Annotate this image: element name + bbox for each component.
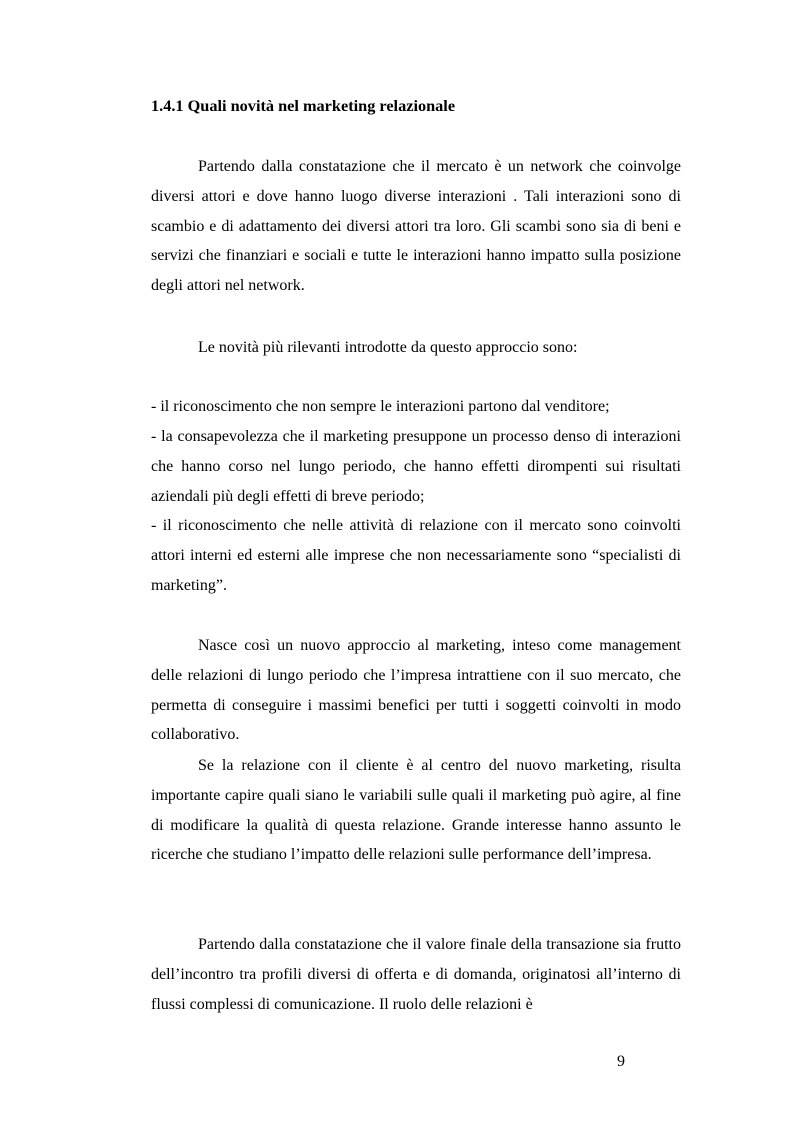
- section-heading: 1.4.1 Quali novità nel marketing relazionale: [151, 96, 456, 115]
- paragraph-3: Nasce così un nuovo approccio al marketing, inteso come management delle relazioni di lungo periodo che l’impresa intrattiene con il suo mercato, che permetta di conseguire i massimi benefici per tutti i soggetti coinvolti in modo collaborativo.: [151, 637, 681, 744]
- list-item-3: - il riconoscimento che nelle attività di relazione con il mercato sono coinvolti attori interni ed esterni alle imprese che non necessariamente sono “specialisti di marketing”.: [151, 517, 681, 594]
- list-item-1: - il riconoscimento che non sempre le interazioni partono dal venditore;: [151, 398, 610, 415]
- list-item-2: - la consapevolezza che il marketing presuppone un processo denso di interazioni che hanno corso nel lungo periodo, che hanno effetti dirompenti sui risultati aziendali più degli effetti di breve periodo;: [151, 428, 681, 505]
- paragraph-4: Se la relazione con il cliente è al centro del nuovo marketing, risulta importante capire quali siano le variabili sulle quali il marketing può agire, al fine di modificare la qualità di questa relazione. Grande interesse hanno assunto le ricerche che studiano l’impatto delle relazioni sulle performance dell’impresa.: [151, 757, 681, 864]
- paragraph-1: Partendo dalla constatazione che il mercato è un network che coinvolge diversi attori e dove hanno luogo diverse interazioni . Tali interazioni sono di scambio e di adattamento dei diversi attori tra loro. Gli scambi sono sia di beni e servizi che finanziari e sociali e tutte le interazioni hanno impatto sulla posizione degli attori nel network.: [151, 158, 681, 295]
- page-number: 9: [617, 1053, 625, 1070]
- paragraph-5: Partendo dalla constatazione che il valore finale della transazione sia frutto dell’incontro tra profili diversi di offerta e di domanda, originatosi all’interno di flussi complessi di comunicazione. Il ruolo delle relazioni è: [151, 936, 681, 1013]
- paragraph-2: Le novità più rilevanti introdotte da questo approccio sono:: [198, 339, 578, 356]
